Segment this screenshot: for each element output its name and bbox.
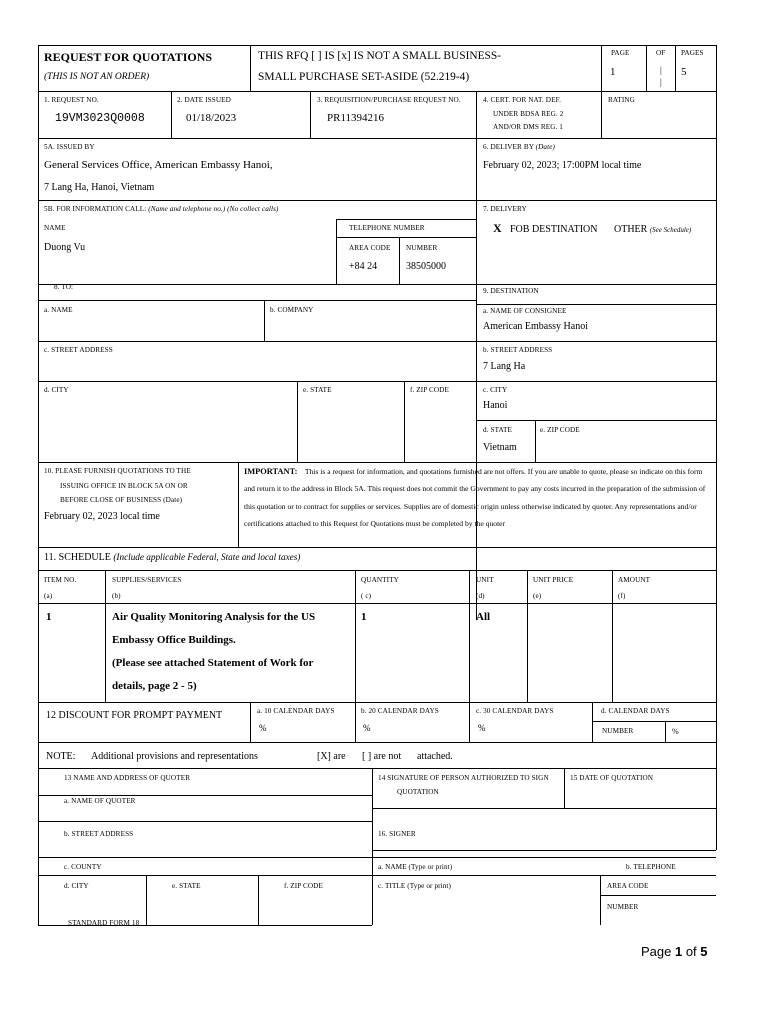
dest-state-label: d. STATE bbox=[483, 426, 512, 434]
deliver-by-label: 6. DELIVER BY (Date) bbox=[483, 143, 555, 151]
fob-destination: FOB DESTINATION bbox=[510, 224, 598, 235]
info-call-label: 5B. FOR INFORMATION CALL: (Name and telephone no.) (No collect calls) bbox=[44, 205, 279, 213]
phone-number-label: NUMBER bbox=[406, 244, 438, 252]
contact-name-label: NAME bbox=[44, 224, 66, 232]
requisition-value: PR11394216 bbox=[327, 112, 385, 124]
furnish-line3: BEFORE CLOSE OF BUSINESS (Date) bbox=[60, 496, 183, 504]
set-aside-line1: THIS RFQ [ ] IS [x] IS NOT A SMALL BUSINESS- bbox=[258, 50, 502, 62]
important-notice: IMPORTANT: This is a request for information, and quotations furnished are not offers. If you are unable to quote, please so indicate on this form and return it to the address in Block 5A. This request does not commit the Government to pay any costs incurred in the preparation of the submission of this quotation or to contract for supplies or services. Supplies are of domestic origin unless otherwise indicated by quoter. Any representations and/or certifications attached to this Request for Quotations must be completed by the quoter bbox=[244, 467, 706, 529]
issued-by-line2: 7 Lang Ha, Hanoi, Vietnam bbox=[44, 182, 155, 193]
rating-label: RATING bbox=[608, 96, 635, 104]
to-zip-label: f. ZIP CODE bbox=[410, 386, 449, 394]
furnish-date: February 02, 2023 local time bbox=[44, 511, 160, 522]
signer-label: 16. SIGNER bbox=[378, 830, 416, 838]
area-code-value: +84 24 bbox=[349, 261, 378, 272]
date-issued-label: 2. DATE ISSUED bbox=[177, 96, 231, 104]
signer-name-label: a. NAME (Type or print) bbox=[378, 863, 453, 871]
discount-20-label: b. 20 CALENDAR DAYS bbox=[361, 707, 439, 715]
col-unit-price-sub: (e) bbox=[533, 592, 542, 600]
col-item-sub: (a) bbox=[44, 592, 53, 600]
note-are-not: [ ] are not bbox=[362, 751, 402, 762]
discount-days-percent: % bbox=[672, 727, 679, 736]
dest-state-value: Vietnam bbox=[483, 442, 517, 453]
to-company-label: b. COMPANY bbox=[270, 306, 314, 314]
cert-label: 4. CERT. FOR NAT. DEF. bbox=[483, 96, 561, 104]
discount-days-label: d. CALENDAR DAYS bbox=[601, 707, 670, 715]
discount-30-label: c. 30 CALENDAR DAYS bbox=[476, 707, 554, 715]
col-quantity: QUANTITY bbox=[361, 576, 399, 584]
request-no-label: 1. REQUEST NO. bbox=[44, 96, 99, 104]
quoter-state-label: e. STATE bbox=[172, 882, 201, 890]
quoter-street-label: b. STREET ADDRESS bbox=[64, 830, 134, 838]
requisition-label: 3. REQUISITION/PURCHASE REQUEST NO. bbox=[317, 96, 461, 104]
to-label: 8. TO: bbox=[54, 283, 74, 291]
line-item-desc-1: Air Quality Monitoring Analysis for the US bbox=[112, 611, 316, 623]
dest-street-value: 7 Lang Ha bbox=[483, 361, 526, 372]
date-issued-value: 01/18/2023 bbox=[186, 112, 237, 124]
furnish-line2: ISSUING OFFICE IN BLOCK 5A ON OR bbox=[60, 482, 188, 490]
page-number: Page 1 of 5 bbox=[641, 944, 708, 959]
delivery-other: OTHER (See Schedule) bbox=[614, 224, 692, 235]
form-subtitle: (THIS IS NOT AN ORDER) bbox=[44, 72, 150, 82]
discount-10-percent: % bbox=[259, 723, 267, 733]
signature-label-2: QUOTATION bbox=[397, 788, 439, 796]
cert-line2: UNDER BDSA REG. 2 bbox=[493, 110, 564, 118]
page-label: PAGE bbox=[611, 49, 630, 57]
rfq-form bbox=[38, 45, 716, 925]
contact-name-value: Duong Vu bbox=[44, 242, 86, 253]
to-city-label: d. CITY bbox=[44, 386, 69, 394]
dest-city-value: Hanoi bbox=[483, 400, 508, 411]
line-item-desc-4: details, page 2 - 5) bbox=[112, 680, 197, 692]
telephone-label: TELEPHONE NUMBER bbox=[349, 224, 425, 232]
quotation-date-label: 15 DATE OF QUOTATION bbox=[570, 774, 654, 782]
dest-city-label: c. CITY bbox=[483, 386, 508, 394]
request-no-value: 19VM3023Q0008 bbox=[55, 112, 145, 125]
to-name-label: a. NAME bbox=[44, 306, 73, 314]
quoter-zip-label: f. ZIP CODE bbox=[284, 882, 323, 890]
line-item-desc-2: Embassy Office Buildings. bbox=[112, 634, 236, 646]
consignee-value: American Embassy Hanoi bbox=[483, 321, 588, 332]
col-amount: AMOUNT bbox=[618, 576, 651, 584]
discount-label: 12 DISCOUNT FOR PROMPT PAYMENT bbox=[46, 710, 223, 721]
col-unit-sub: (d) bbox=[476, 592, 485, 600]
col-unit-price: UNIT PRICE bbox=[533, 576, 574, 584]
consignee-label: a. NAME OF CONSIGNEE bbox=[483, 307, 567, 315]
signer-area-code-label: AREA CODE bbox=[607, 882, 649, 890]
line-item-quantity: 1 bbox=[361, 611, 367, 623]
signer-title-label: c. TITLE (Type or print) bbox=[378, 882, 452, 890]
pages-value: 5 bbox=[681, 66, 687, 78]
col-quantity-sub: ( c) bbox=[361, 592, 372, 600]
furnish-line1: 10. PLEASE FURNISH QUOTATIONS TO THE bbox=[44, 467, 191, 475]
set-aside-line2: SMALL PURCHASE SET-ASIDE (52.219-4) bbox=[258, 71, 470, 83]
discount-30-percent: % bbox=[478, 723, 486, 733]
line-item-unit: All bbox=[476, 611, 491, 623]
of-mark-2: | bbox=[660, 77, 662, 87]
note-are: [X] are bbox=[317, 751, 346, 762]
col-unit: UNIT bbox=[476, 576, 494, 584]
of-mark-1: | bbox=[660, 65, 662, 75]
page-value: 1 bbox=[610, 66, 616, 78]
pages-label: PAGES bbox=[681, 49, 704, 57]
delivery-label: 7. DELIVERY bbox=[483, 205, 527, 213]
cert-line3: AND/OR DMS REG. 1 bbox=[493, 123, 563, 131]
to-state-label: e. STATE bbox=[303, 386, 332, 394]
note-attached: attached. bbox=[417, 751, 453, 762]
to-street-label: c. STREET ADDRESS bbox=[44, 346, 113, 354]
dest-zip-label: e. ZIP CODE bbox=[540, 426, 580, 434]
deliver-by-value: February 02, 2023; 17:00PM local time bbox=[483, 160, 642, 171]
note-label: NOTE: bbox=[46, 751, 76, 762]
of-label: OF bbox=[656, 49, 666, 57]
note-text: Additional provisions and representations bbox=[91, 751, 258, 762]
fob-check-mark: X bbox=[493, 221, 502, 235]
col-amount-sub: (f) bbox=[618, 592, 626, 600]
signature-label: 14 SIGNATURE OF PERSON AUTHORIZED TO SIGN bbox=[378, 774, 549, 782]
issued-by-line1: General Services Office, American Embassy Hanoi, bbox=[44, 159, 273, 171]
quoter-label: 13 NAME AND ADDRESS OF QUOTER bbox=[64, 774, 191, 782]
quoter-name-label: a. NAME OF QUOTER bbox=[64, 797, 136, 805]
col-item: ITEM NO. bbox=[44, 576, 77, 584]
col-supplies: SUPPLIES/SERVICES bbox=[112, 576, 182, 584]
quoter-city-label: d. CITY bbox=[64, 882, 89, 890]
area-code-label: AREA CODE bbox=[349, 244, 391, 252]
schedule-title: 11. SCHEDULE (Include applicable Federal, State and local taxes) bbox=[44, 552, 301, 563]
dest-street-label: b. STREET ADDRESS bbox=[483, 346, 553, 354]
standard-form-name: STANDARD FORM 18 bbox=[68, 919, 140, 927]
discount-10-label: a. 10 CALENDAR DAYS bbox=[257, 707, 335, 715]
signer-telephone-label: b. TELEPHONE bbox=[626, 863, 676, 871]
destination-label: 9. DESTINATION bbox=[483, 287, 539, 295]
phone-number-value: 38505000 bbox=[406, 261, 446, 272]
discount-number-label: NUMBER bbox=[602, 727, 634, 735]
discount-20-percent: % bbox=[363, 723, 371, 733]
form-title: REQUEST FOR QUOTATIONS bbox=[44, 50, 213, 64]
col-supplies-sub: (b) bbox=[112, 592, 121, 600]
issued-by-label: 5A. ISSUED BY bbox=[44, 143, 95, 151]
signer-number-label: NUMBER bbox=[607, 903, 639, 911]
line-item-no: 1 bbox=[46, 611, 52, 623]
line-item-desc-3: (Please see attached Statement of Work for bbox=[112, 657, 314, 669]
quoter-county-label: c. COUNTY bbox=[64, 863, 102, 871]
